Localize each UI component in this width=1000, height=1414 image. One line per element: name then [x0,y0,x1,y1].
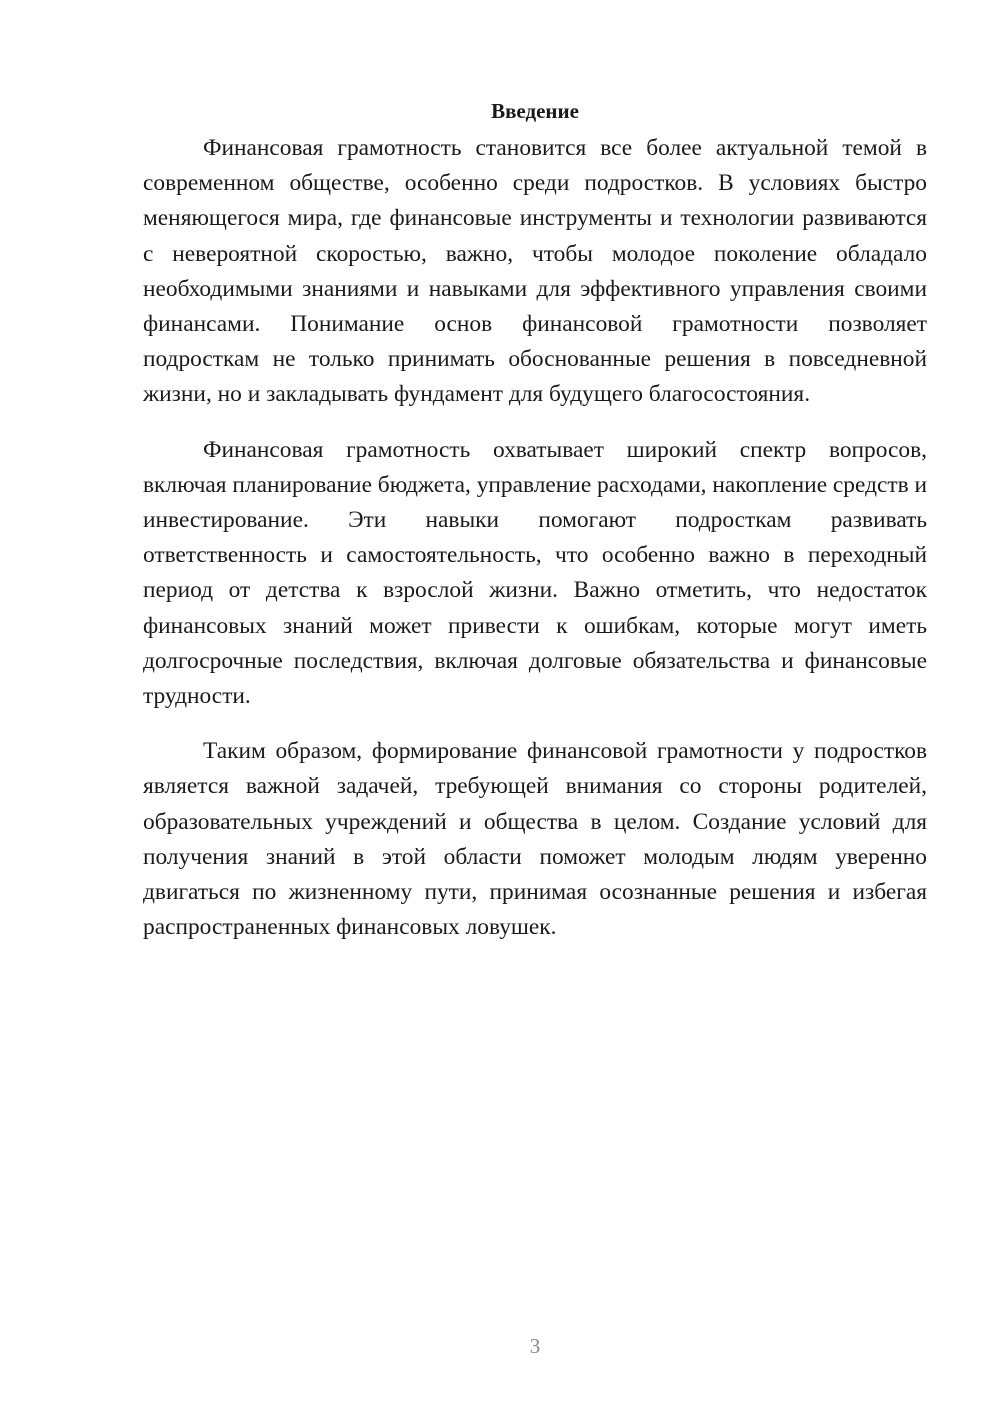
page-content [143,94,927,965]
paragraph-1: Финансовая грамотность становится все более актуальной темой в современном обществе, особенно среди подростков. В условиях быстро меняющегося мира, где финансовые инструменты и технологии развиваются с невероятной скоростью, важно, чтобы молодое поколение обладало необходимыми знаниями и навыками для эффективного управления своими финансами. Понимание основ финансовой грамотности позволяет подросткам не только принимать обоснованные решения в повседневной жизни, но и закладывать фундамент для будущего благосостояния. [143,135,927,408]
paragraph-2: Финансовая грамотность охватывает широкий спектр вопросов, включая планирование бюджета, управление расходами, накопление средств и инвестирование. Эти навыки помогают подросткам развивать ответственность и самостоятельность, что особенно важно в переходный период от детства к взрослой жизни. Важно отметить, что недостаток финансовых знаний может привести к ошибкам, которые могут иметь долгосрочные последствия, включая долговые обязательства и финансовые трудности. [143,436,927,710]
section-heading: Введение [491,99,579,123]
page-number: 3 [529,1334,541,1358]
paragraph-3: Таким образом, формирование финансовой грамотности у подростков является важной задачей, требующей внимания со стороны родителей, образовательных учреждений и общества в целом. Создание условий для получения знаний в этой области поможет молодым людям уверенно двигаться по жизненному пути, принимая осознанные решения и избегая распространенных финансовых ловушек. [143,738,927,941]
